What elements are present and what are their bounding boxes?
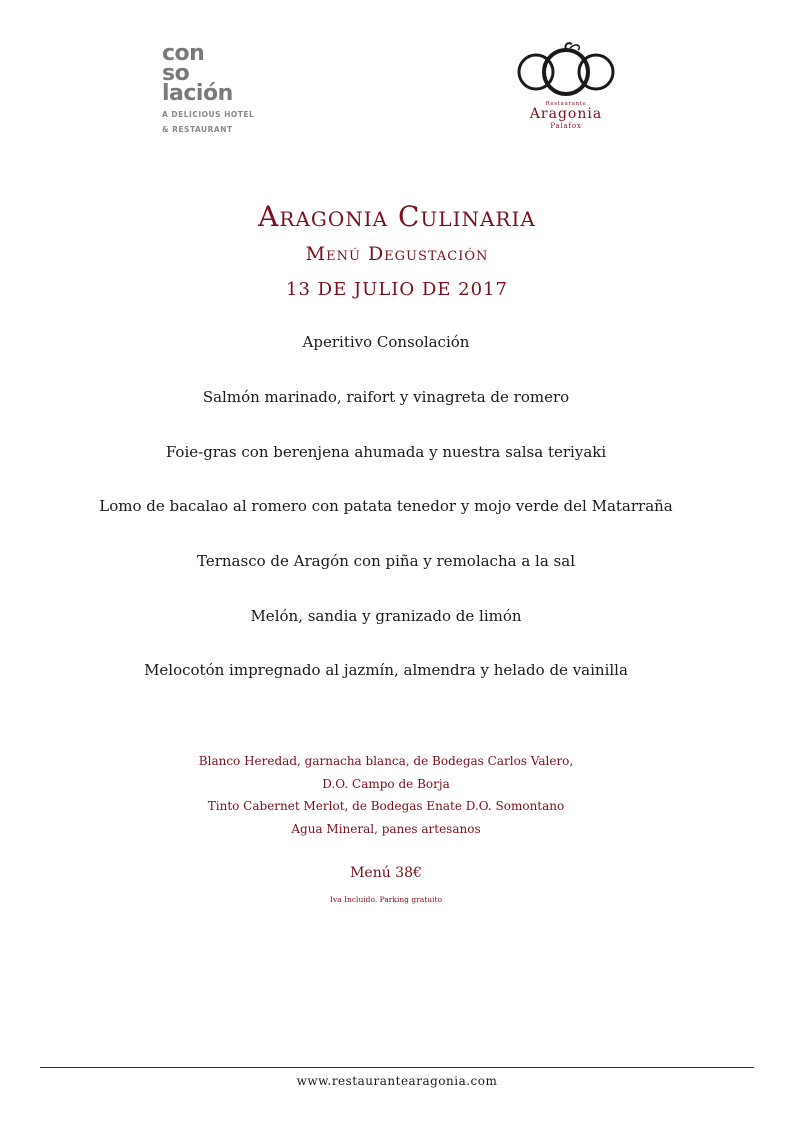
dish-item: Aperitivo Consolación [302,333,470,351]
menu-price: Menú 38€ [350,865,422,881]
drink-line: Agua Mineral, panes artesanos [291,822,481,836]
website-link[interactable]: www.restaurantearagonia.com [296,1074,498,1088]
price-note: Iva Incluido. Parking gratuito [330,895,442,904]
drink-line: Tinto Cabernet Merlot, de Bodegas Enate D.O. Somontano [207,799,565,813]
aragonia-logo [508,40,624,130]
drink-line: D.O. Campo de Borja [322,777,450,791]
drink-line: Blanco Heredad, garnacha blanca, de Bodegas Carlos Valero, [198,754,574,768]
menu-title: Aragonia Culinaria [258,200,536,233]
consolacion-logo [162,41,282,134]
dish-item: Melón, sandia y granizado de limón [250,607,522,625]
dish-item: Lomo de bacalao al romero con patata tenedor y mojo verde del Matarraña [99,497,673,515]
dish-item: Ternasco de Aragón con piña y remolacha a la sal [197,552,575,570]
footer-divider [40,1067,754,1068]
logo-subtext: Palafox [550,122,582,130]
logo-text-line2: so [162,61,190,86]
tomato-circles-icon [514,40,618,98]
dish-item: Salmón marinado, raifort y vinagreta de romero [202,388,570,406]
logo-tagline-line2: & RESTAURANT [162,125,233,134]
dish-item: Melocotón impregnado al jazmín, almendra y helado de vainilla [144,661,628,679]
logo-tagline-line1: A DELICIOUS HOTEL [162,110,255,119]
logo-text-line1: con [162,41,205,66]
menu-date: 13 DE JULIO DE 2017 [286,279,508,300]
menu-subtitle: Menú Degustación [305,243,489,265]
dish-item: Foie-gras con berenjena ahumada y nuestra salsa teriyaki [165,443,607,461]
logo-text-line3: lación [162,81,233,106]
logo-name: Aragonia [529,106,603,122]
logo-small-text: Restaurante [545,101,587,107]
